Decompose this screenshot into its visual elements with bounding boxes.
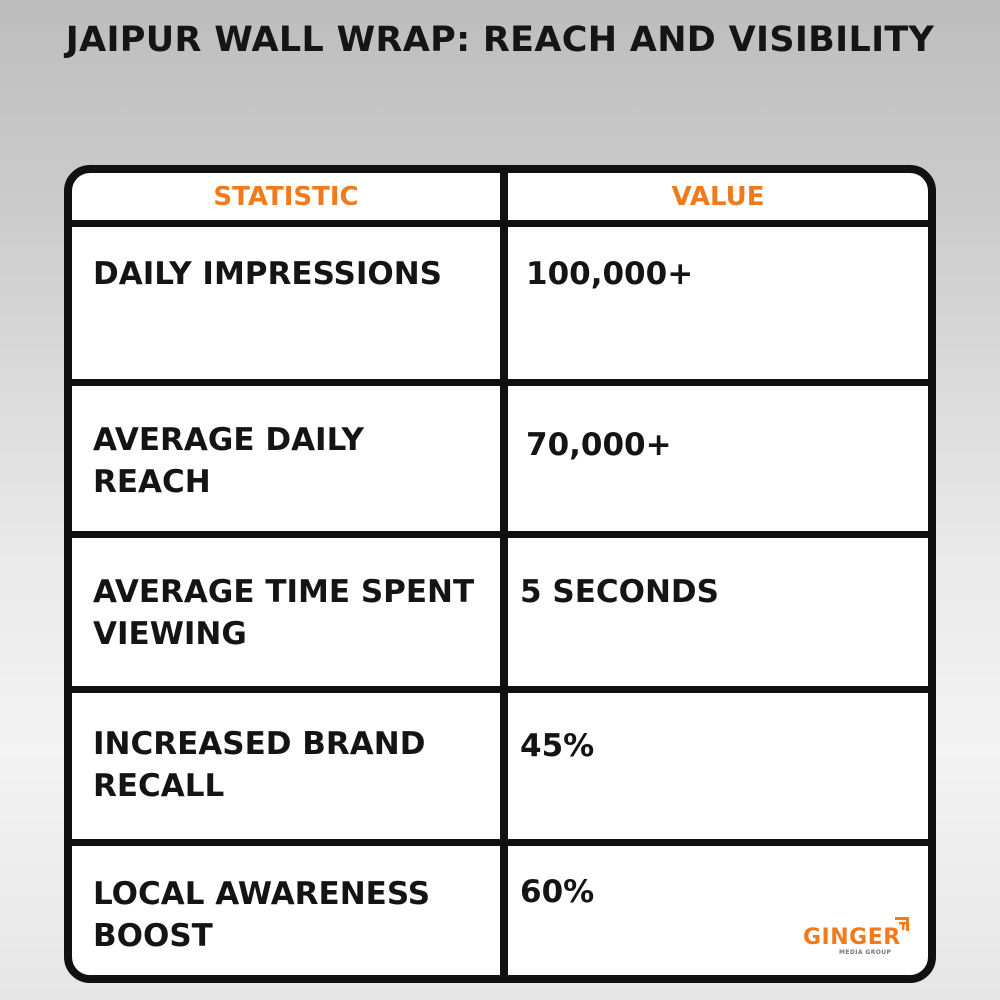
row-divider: [72, 839, 928, 846]
statistic-line: AVERAGE TIME SPENT: [93, 574, 475, 610]
value-cell: 5 SECONDS: [520, 574, 719, 610]
page-title: JAIPUR WALL WRAP: REACH AND VISIBILITY: [65, 20, 935, 60]
row-divider: [72, 686, 928, 693]
header-divider: [72, 220, 928, 227]
statistic-line: VIEWING: [93, 616, 247, 652]
row-divider: [72, 379, 928, 386]
ginger-logo-icon: [893, 915, 911, 933]
value-cell: 60%: [520, 874, 595, 910]
stats-table: [64, 165, 936, 983]
statistic-cell: [93, 873, 430, 957]
statistic-cell: [93, 723, 425, 807]
statistic-cell: [93, 419, 364, 503]
statistic-line: REACH: [93, 464, 211, 500]
column-divider: [500, 173, 508, 975]
header-statistic: STATISTIC: [213, 181, 359, 212]
statistic-line: RECALL: [93, 768, 225, 804]
value-cell: 70,000+: [526, 427, 672, 463]
statistic-line: DAILY IMPRESSIONS: [93, 256, 442, 292]
value-cell: 45%: [520, 728, 595, 764]
statistic-line: LOCAL AWARENESS: [93, 876, 431, 912]
statistic-line: AVERAGE DAILY: [93, 422, 364, 458]
logo-subtitle: MEDIA GROUP: [839, 949, 892, 956]
brand-logo: [803, 915, 913, 965]
statistic-line: INCREASED BRAND: [93, 726, 426, 762]
statistic-cell: [93, 253, 442, 295]
header-value: VALUE: [671, 181, 765, 212]
statistic-cell: [93, 571, 474, 655]
statistic-line: BOOST: [93, 918, 213, 954]
value-cell: 100,000+: [526, 256, 694, 292]
logo-wordmark: GINGER: [803, 925, 901, 950]
row-divider: [72, 531, 928, 538]
